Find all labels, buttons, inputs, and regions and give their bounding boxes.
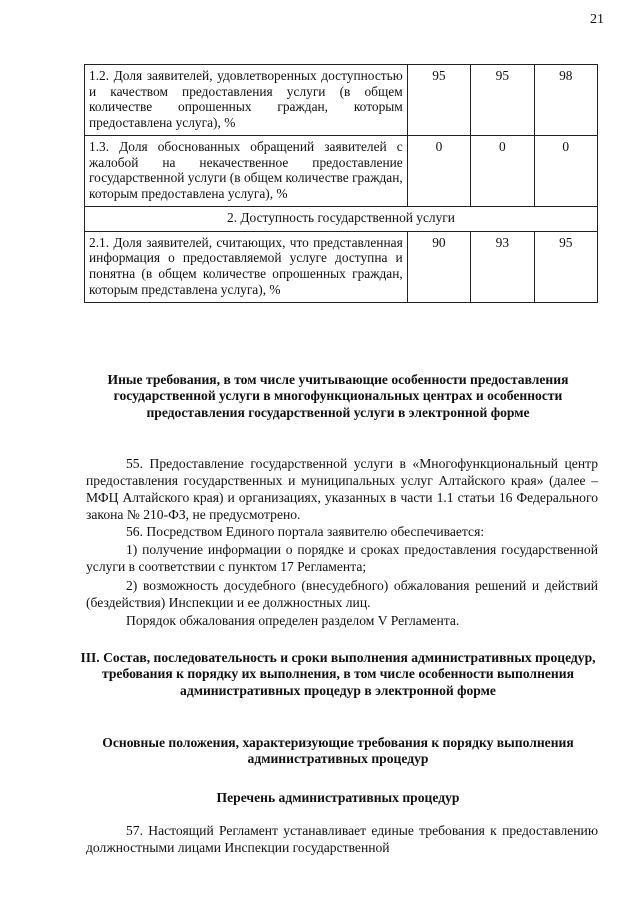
paragraph-56-text: 56. Посредством Единого портала заявителю обеспечивается: xyxy=(126,524,485,539)
indicator-value: 90 xyxy=(407,231,470,302)
indicator-value: 95 xyxy=(407,65,470,136)
indicator-label: 1.3. Доля обоснованных обращений заявителей с жалобой на некачественное предоставление государственной услуги (в общем количестве граждан, которым предоставлена услуга), % xyxy=(85,136,408,207)
page-number: 21 xyxy=(590,12,604,27)
table-row xyxy=(85,65,598,136)
paragraph-56-appeal xyxy=(86,613,598,630)
heading-procedures-list: Перечень административных процедур xyxy=(216,790,460,805)
table-section-row xyxy=(85,207,598,232)
heading-basic-provisions: Основные положения, характеризующие требования к порядку выполнения административных процедур xyxy=(102,735,574,767)
paragraph-56-appeal-text: Порядок обжалования определен разделом V Регламента. xyxy=(126,613,460,628)
indicator-value: 0 xyxy=(407,136,470,207)
heading-section-3: III. Состав, последовательность и сроки выполнения административных процедур, требования к порядку их выполнения, в том числе особенности выполнения административных процедур в электронной форме xyxy=(80,650,596,698)
paragraph-56-item-1-text: 1) получение информации о порядке и сроках предоставления государственной услуги в соответствии с пунктом 17 Регламента; xyxy=(86,542,598,574)
indicator-value: 95 xyxy=(471,65,534,136)
paragraph-56-item-2 xyxy=(86,578,598,612)
paragraph-55-text: 55. Предоставление государственной услуги в «Многофункциональный центр предоставления государственных и муниципальных услуг Алтайского края» (далее – МФЦ Алтайского края) и организациях, указанных в части 1.1 статьи 16 Федерального закона № 210-ФЗ, не предусмотрено. xyxy=(86,456,598,522)
paragraph-57-text: 57. Настоящий Регламент устанавливает единые требования к предоставлению должностными лицами Инспекции государственной xyxy=(86,823,598,855)
indicator-label: 2.1. Доля заявителей, считающих, что представленная информация о предоставляемой услуге доступна и понятна (в общем количестве опрошенных граждан, которым представлена услуга), % xyxy=(85,231,408,302)
table-section-title: 2. Доступность государственной услуги xyxy=(85,207,598,232)
table-row xyxy=(85,136,598,207)
paragraph-56-item-1 xyxy=(86,542,598,576)
indicator-value: 0 xyxy=(534,136,597,207)
paragraph-56 xyxy=(86,524,598,541)
indicator-value: 98 xyxy=(534,65,597,136)
indicator-value: 0 xyxy=(471,136,534,207)
indicators-table xyxy=(84,64,598,303)
indicator-value: 95 xyxy=(534,231,597,302)
heading-other-requirements: Иные требования, в том числе учитывающие особенности предоставления государственной услуги в многофункциональных центрах и особенности предоставления государственной услуги в электронной форме xyxy=(107,372,569,420)
paragraph-55 xyxy=(86,456,598,524)
paragraph-56-item-2-text: 2) возможность досудебного (внесудебного) обжалования решений и действий (бездействия) Инспекции и ее должностных лиц. xyxy=(86,578,598,610)
indicator-label: 1.2. Доля заявителей, удовлетворенных доступностью и качеством предоставления услуги (в общем количестве опрошенных граждан, которым предоставлена услуга), % xyxy=(85,65,408,136)
table-row xyxy=(85,231,598,302)
indicator-value: 93 xyxy=(471,231,534,302)
paragraph-57 xyxy=(86,823,598,857)
